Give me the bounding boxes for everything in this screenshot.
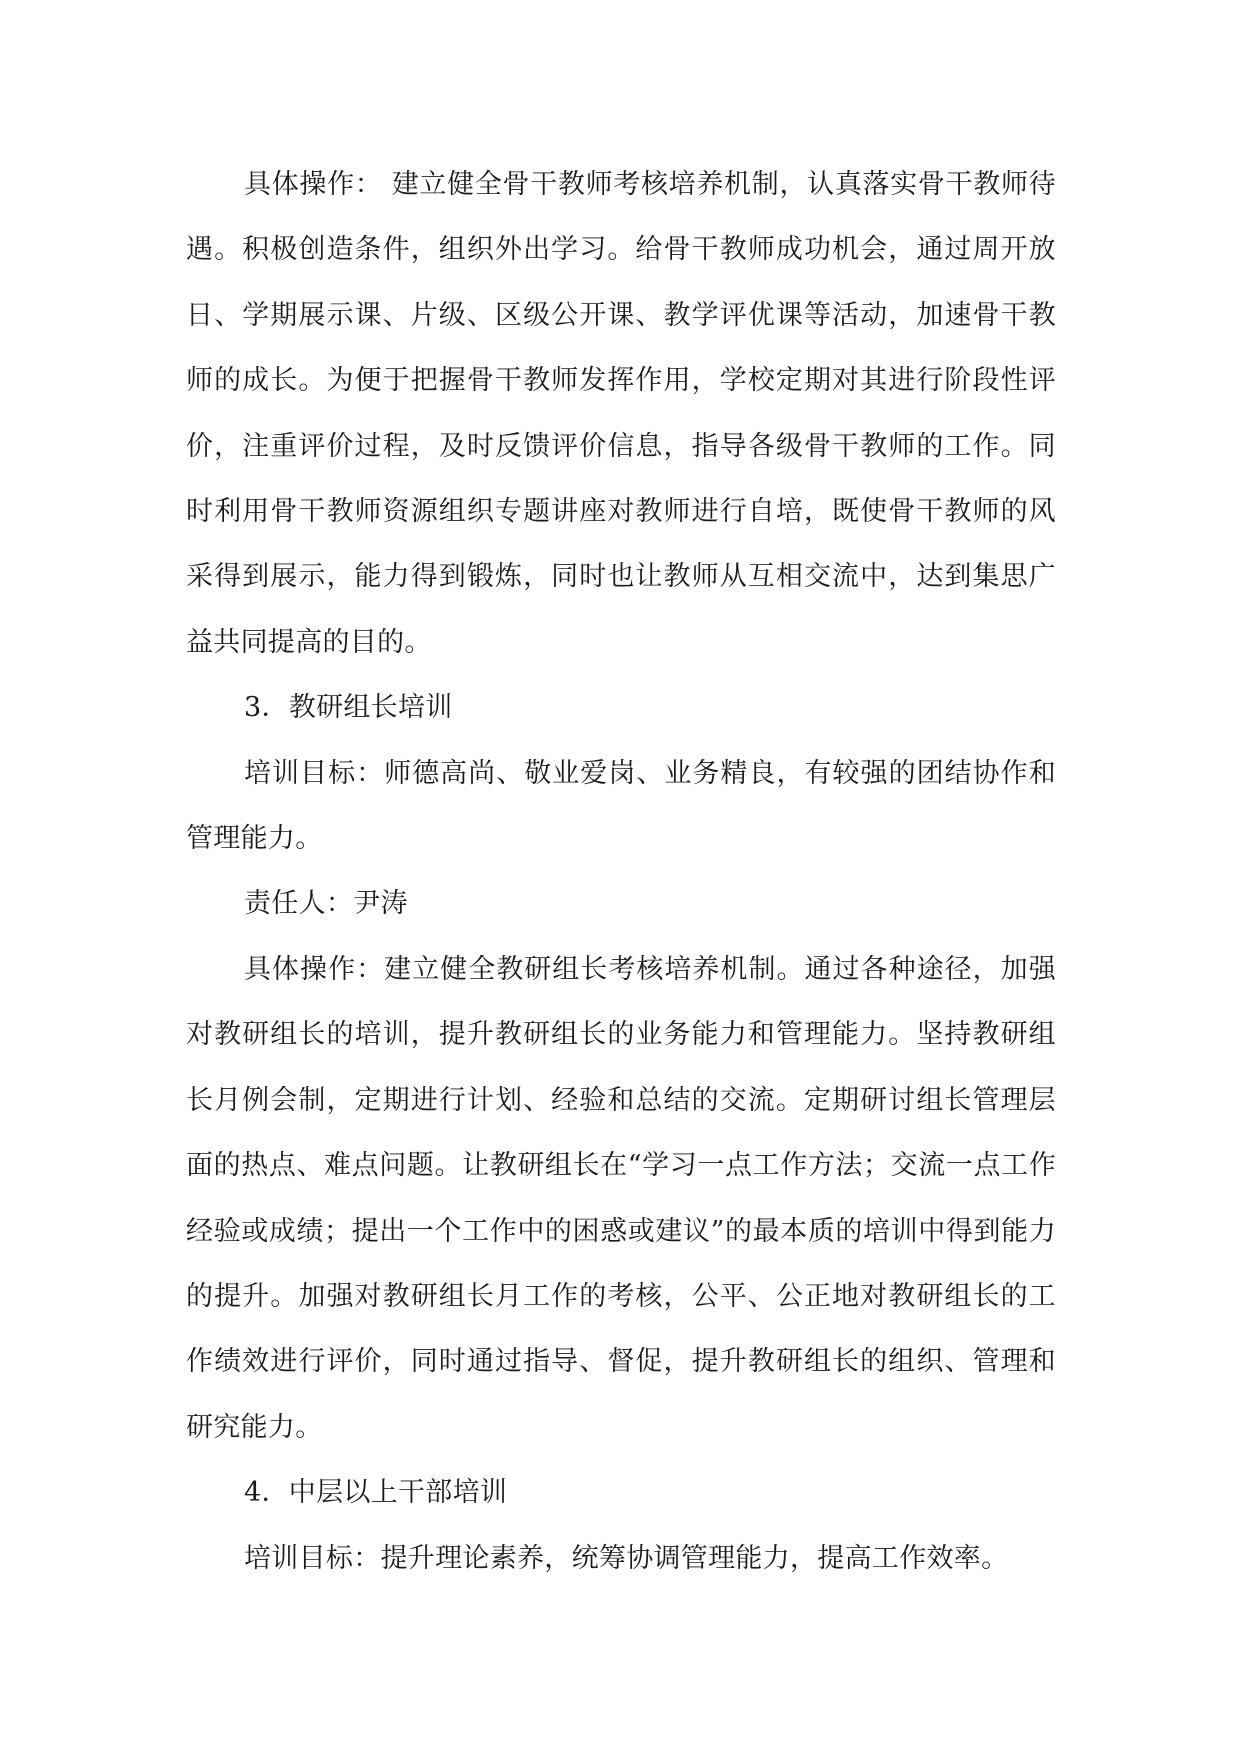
heading-section-3: 3．教研组长培训 <box>244 692 453 724</box>
document-body <box>186 152 1056 1591</box>
heading-section-4: 4．中层以上干部培训 <box>244 1477 508 1509</box>
paragraph-training-goal-3: 培训目标：师德高尚、敬业爱岗、业务精良，有较强的团结协作和管理能力。 <box>186 757 1056 855</box>
paragraph-responsible-person: 责任人：尹涛 <box>244 888 408 920</box>
paragraph-backbone-teacher-operation: 具体操作： 建立健全骨干教师考核培养机制，认真落实骨干教师待遇。积极创造条件，组织外出学习。给骨干教师成功机会，通过周开放日、学期展示课、片级、区级公开课、教学评优课等活动，加速骨干教师的成长。为便于把握骨干教师发挥作用，学校定期对其进行阶段性评价，注重评价过程，及时反馈评价信息，指导各级骨干教师的工作。同时利用骨干教师资源组织专题讲座对教师进行自培，既使骨干教师的风采得到展示，能力得到锻炼，同时也让教师从互相交流中，达到集思广益共同提高的目的。 <box>186 169 1056 658</box>
paragraph-training-goal-4: 培训目标：提升理论素养，统筹协调管理能力，提高工作效率。 <box>244 1542 1009 1574</box>
paragraph-group-leader-operation: 具体操作：建立健全教研组长考核培养机制。通过各种途径，加强对教研组长的培训，提升教研组长的业务能力和管理能力。坚持教研组长月例会制，定期进行计划、经验和总结的交流。定期研讨组长管理层面的热点、难点问题。让教研组长在“学习一点工作方法；交流一点工作经验或成绩；提出一个工作中的困惑或建议”的最本质的培训中得到能力的提升。加强对教研组长月工作的考核，公平、公正地对教研组长的工作绩效进行评价，同时通过指导、督促，提升教研组长的组织、管理和研究能力。 <box>186 953 1056 1443</box>
